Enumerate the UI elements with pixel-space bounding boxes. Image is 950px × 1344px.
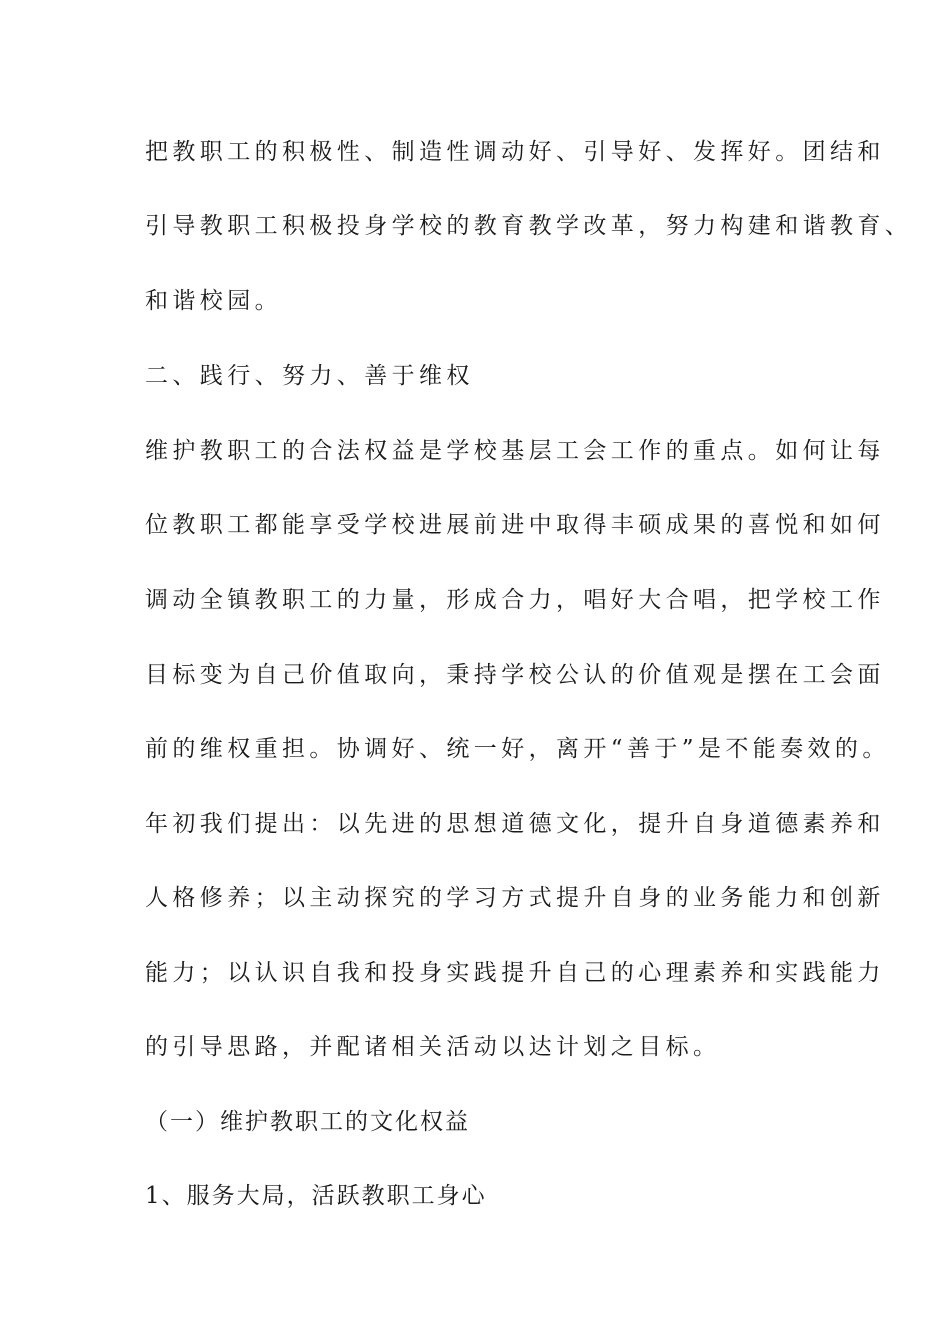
item-heading: 1、服务大局，活跃教职工身心: [145, 1183, 487, 1209]
body-text-line: 的引导思路，并配诸相关活动以达计划之目标。: [145, 1034, 721, 1060]
body-text-line: 和谐校园。: [145, 288, 282, 314]
section-heading: 二、践行、努力、善于维权: [145, 363, 474, 389]
body-text-line: 目标变为自己价值取向，秉持学校公认的价值观是摆在工会面: [145, 662, 885, 688]
body-text-line: 前的维权重担。协调好、统一好，离开“善于”是不能奏效的。: [145, 736, 890, 762]
body-text-line: 人格修养；以主动探究的学习方式提升自身的业务能力和创新: [145, 885, 885, 911]
body-text-line: 把教职工的积极性、制造性调动好、引导好、发挥好。团结和: [145, 139, 885, 165]
body-text-line: 调动全镇教职工的力量，形成合力，唱好大合唱，把学校工作: [145, 587, 885, 613]
body-text-line: 年初我们提出：以先进的思想道德文化，提升自身道德素养和: [145, 811, 885, 837]
body-text-line: 能力；以认识自我和投身实践提升自己的心理素养和实践能力: [145, 960, 885, 986]
subsection-heading: （一）维护教职工的文化权益: [145, 1109, 470, 1135]
body-text-line: 位教职工都能享受学校进展前进中取得丰硕成果的喜悦和如何: [145, 512, 885, 538]
body-text-line: 维护教职工的合法权益是学校基层工会工作的重点。如何让每: [145, 438, 885, 464]
body-text-line: 引导教职工积极投身学校的教育教学改革，努力构建和谐教育、: [145, 213, 913, 239]
